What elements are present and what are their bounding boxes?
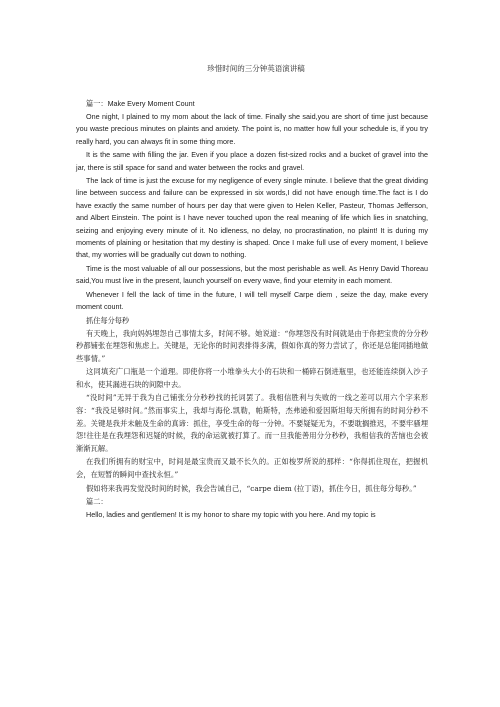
paragraph: The lack of time is just the excuse for my negligence of every single minute. I believe that the great dividing line between success and failure can be expressed in six words,I did not have enough time.The fact is I do have exactly the same number of hours per day that were given to Helen Keller, Pasteur, Thomas Jefferson, and Albert Einstein. The point is I have never touched upon the real meaning of life which lies in snatching, seizing and enjoying every minute of it. No idleness, no delay, no procrastination, no plaint! It is during my moments of plaining or hesitation that my destiny is shaped. Once I make full use of every moment, I believe that, my worries will be gradually cut down to nothing. (76, 176, 428, 260)
paragraph: “没时间”无异于我为自己铺张分分秒秒找的托词罢了。我相信胜利与失败的一线之差可以用六个字来形容：“我没足够时间。”然而事实上，我却与海伦.凯勒，帕斯特，杰弗逊和爱因斯坦每天所拥有的时间分秒不差。关键是我并未触及生命的真谛：抓住，享受生命的每一分钟。不要疑疑无为，不要耽搁推迟，不要牢骚埋怨!往往是在我埋怨和迟疑的时候，我的命运就被打算了。而一旦我能善用分分秒秒，我相信我的苦恼也会被渐渐瓦解。 (76, 393, 428, 453)
section-heading-2: 篇二： (86, 497, 108, 507)
paragraph: 有天晚上，我向妈妈埋怨自己事情太多，时间不够。她说道：“你埋怨没有时间就是由于你把宝贵的分分秒秒都铺张在埋怨和焦虑上。关键是，无论你的时间表排得多满，假如你真的努力尝试了，你还是总能同插地做些事情。” (76, 328, 428, 363)
paragraph: Whenever I fell the lack of time in the future, I will tell myself Carpe diem , seize the day, make every moment count. (76, 289, 428, 312)
paragraph: It is the same with filling the jar. Even if you place a dozen fist-sized rocks and a bucket of gravel into the jar, there is still space for sand and water between the rocks and gravel. (76, 150, 428, 172)
paragraph: 假如将来我再发觉没时间的时候，我会告诫自己，“carpe diem (拉丁语)，抓住今日，抓住每分每秒。” (86, 483, 417, 493)
paragraph: 在我们所拥有的财宝中，时间是最宝贵而又最不长久的。正如梭罗所说的那样：“你得抓住现在，把握机会，在短暂的瞬间中查找永恒。” (76, 457, 428, 480)
paragraph: One night, I plained to my mom about the lack of time. Finally she said,you are short of time just because you waste precious minutes on plaints and anxiety. The point is, no matter how full your schedule is, if you try really hard, you can always fit in some thing more. (76, 112, 428, 146)
paragraph: Hello, ladies and gentlemen! It is my honor to share my topic with you here. And my topic is (86, 510, 376, 520)
section-heading-1-zh: 抓住每分每秒 (86, 315, 130, 325)
document-title: 珍惜时间的三分钟英语演讲稿 (207, 64, 305, 73)
paragraph: Time is the most valuable of all our possessions, but the most perishable as well. As Henry David Thoreau said,You must live in the present, launch yourself on every wave, find your eternity in each moment. (76, 263, 428, 286)
paragraph: 这同填充广口瓶是一个道理。即使你将一小堆拳头大小的石块和一桶碎石倒进瓶里，也还能连续倒入沙子和水，使其漏进石块的间隙中去。 (76, 367, 428, 389)
section-heading-1: 篇一：Make Every Moment Count (86, 99, 195, 108)
